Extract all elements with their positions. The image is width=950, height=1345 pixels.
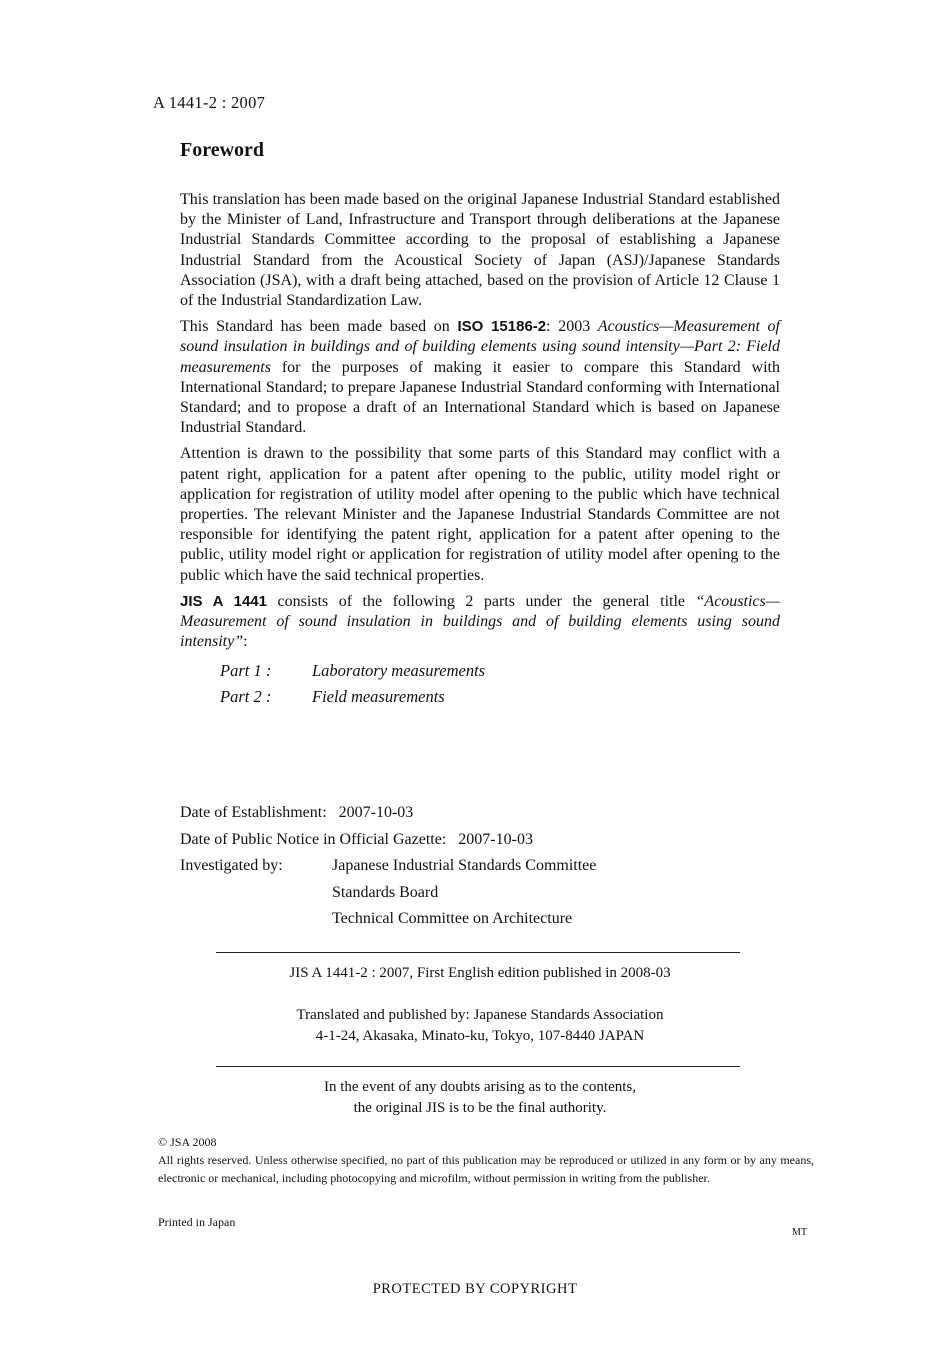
rights-notice: All rights reserved. Unless otherwise specified, no part of this publication may be reproduced or utilized in any form or by any means, electronic or mechanical, including photocopying and microfilm, without permission in writing from the publisher. — [158, 1153, 814, 1185]
p4-pre: consists of the following 2 parts under the general title — [266, 592, 696, 610]
page-title: Foreword — [180, 139, 265, 161]
notice-date: 2007-10-03 — [458, 830, 533, 848]
investigated-label: Investigated by: — [180, 857, 283, 874]
publisher-block — [180, 1005, 780, 1047]
paragraph-parts-intro — [180, 592, 780, 653]
part-name: Field measurements — [312, 687, 445, 707]
list-item — [220, 658, 780, 684]
authority-line-1: In the event of any doubts arising as to the contents, — [323, 1079, 636, 1095]
iso-reference: ISO 15186-2 — [457, 318, 547, 336]
jis-reference: JIS A 1441 — [180, 592, 267, 610]
general-title: “Acoustics—Measurement of sound insulation in buildings and of building elements using sound intensity” — [180, 592, 780, 651]
copyright-footer: PROTECTED BY COPYRIGHT — [372, 1281, 578, 1297]
p2-year: : 2003 — [546, 318, 598, 336]
paragraph-patent-notice: Attention is drawn to the possibility that some parts of this Standard may conflict with a patent right, application for a patent after opening to the public, utility model right or application for registration of utility model after opening to the public which have technical properties. The relevant Minister and the Japanese Industrial Standards Committee are not responsible for identifying the patent right, application for a patent after opening to the public, utility model right or application for registration of utility model after opening to the public which have the said technical properties. — [180, 445, 780, 584]
board-name: Standards Board — [332, 883, 439, 901]
page-header-code: A 1441-2 : 2007 — [153, 93, 266, 112]
technical-committee-name: Technical Committee on Architecture — [332, 910, 573, 927]
iso-title: Acoustics—Measurement of sound insulation in buildings and of building elements using sound intensity—Part 2: Field measurements — [180, 318, 781, 376]
edition-note: JIS A 1441-2 : 2007, First English edition published in 2008-03 — [289, 965, 671, 981]
investigated-bodies — [332, 853, 596, 933]
p2-post: for the purposes of making it easier to compare this Standard with International Standard; to prepare Japanese Industrial Standard conforming with International Standard; and to propose a draft of an International Standard which is based on Japanese Industrial Standard. — [180, 358, 780, 437]
publisher-address: 4-1-24, Akasaka, Minato-ku, Tokyo, 107-8440 JAPAN — [315, 1028, 645, 1044]
paragraph-translation-basis: This translation has been made based on the original Japanese Industrial Standard established by the Minister of Land, Infrastructure and Transport through deliberations at the Japanese Industrial Standards Committee according to the proposal of establishing a Japanese Industrial Standard from the Acoustical Society of Japan (ASJ)/Japanese Standards Association (JSA), with a draft being attached, based on the provision of Article 12 Clause 1 of the Industrial Standardization Law. — [180, 191, 780, 310]
part-name: Laboratory measurements — [312, 661, 486, 681]
printer-mark: MT — [792, 1227, 807, 1238]
part-label: Part 1 : — [220, 661, 272, 681]
paragraph-iso-basis — [180, 317, 780, 438]
investigated-row — [180, 853, 596, 933]
notice-row — [180, 827, 596, 854]
part-label: Part 2 : — [220, 687, 272, 707]
p4-post: : — [243, 633, 248, 651]
foreword-body — [180, 190, 780, 710]
establishment-date: 2007-10-03 — [338, 804, 414, 821]
list-item — [220, 684, 780, 710]
notice-label: Date of Public Notice in Official Gazette: — [180, 830, 447, 848]
establishment-row — [180, 800, 596, 827]
publication-meta — [180, 800, 596, 933]
p2-pre: This Standard has been made based on — [180, 318, 458, 336]
printed-in: Printed in Japan — [158, 1215, 236, 1229]
authority-note — [180, 1077, 780, 1119]
divider-bottom — [216, 1066, 740, 1067]
publisher-line: Translated and published by: Japanese Standards Association — [296, 1007, 664, 1023]
parts-list — [220, 658, 780, 710]
divider-top — [216, 952, 740, 953]
committee-name: Japanese Industrial Standards Committee — [332, 857, 597, 874]
authority-line-2: the original JIS is to be the final authority. — [353, 1100, 607, 1116]
copyright-line: © JSA 2008 — [158, 1135, 217, 1149]
establishment-label: Date of Establishment: — [180, 804, 327, 821]
